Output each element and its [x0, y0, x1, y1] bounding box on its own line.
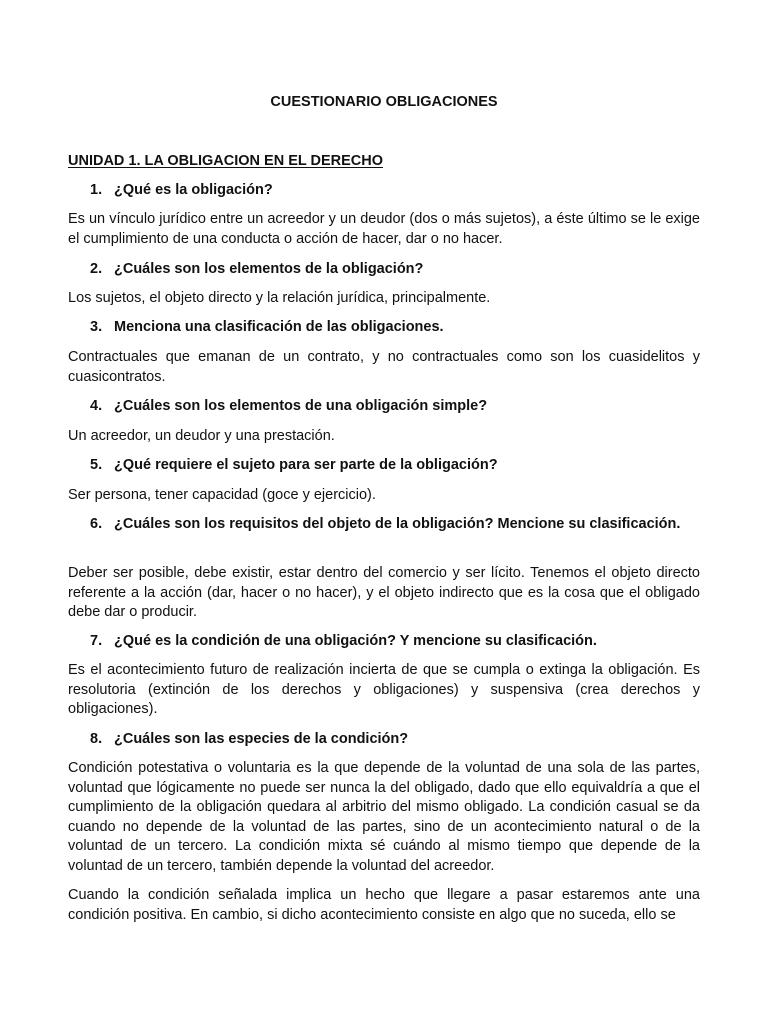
answer-5: Ser persona, tener capacidad (goce y ejercicio). [68, 487, 376, 503]
answer-6: Deber ser posible, debe existir, estar dentro del comercio y ser lícito. Tenemos el objeto directo referente a la acción (dar, hacer o no hacer), y el objeto indirecto que es la cosa que el obligado debe dar o producir. [68, 565, 700, 620]
answer-2: Los sujetos, el objeto directo y la relación jurídica, principalmente. [68, 290, 491, 306]
question-7 [90, 632, 700, 651]
question-text: ¿Cuáles son los elementos de la obligación? [114, 261, 424, 277]
question-text: ¿Cuáles son los requisitos del objeto de la obligación? Mencione su clasificación. [114, 516, 681, 532]
answer-1: Es un vínculo jurídico entre un acreedor y un deudor (dos o más sujetos), a éste último se le exige el cumplimiento de una conducta o acción de hacer, dar o no hacer. [68, 211, 700, 247]
question-number: 1. [90, 182, 103, 198]
document-title: CUESTIONARIO OBLIGACIONES [270, 94, 498, 110]
question-number: 8. [90, 731, 103, 747]
question-number: 4. [90, 398, 103, 414]
question-number: 3. [90, 319, 103, 335]
question-6 [90, 515, 700, 534]
answer-4: Un acreedor, un deudor y una prestación. [68, 428, 335, 444]
question-1 [90, 181, 700, 200]
question-8 [90, 730, 700, 749]
answer-8-continued: Cuando la condición señalada implica un hecho que llegare a pasar estaremos ante una condición positiva. En cambio, si dicho acontecimiento consiste en algo que no suceda, ello se [68, 887, 700, 923]
question-4 [90, 397, 700, 416]
answer-3: Contractuales que emanan de un contrato, y no contractuales como son los cuasidelitos y cuasicontratos. [68, 349, 700, 385]
question-text: ¿Qué es la condición de una obligación? Y mencione su clasificación. [114, 633, 597, 649]
question-text: ¿Cuáles son las especies de la condición? [114, 731, 409, 747]
question-text: ¿Cuáles son los elementos de una obligación simple? [114, 398, 488, 414]
question-text: ¿Qué es la obligación? [114, 182, 273, 198]
question-text: Menciona una clasificación de las obligaciones. [114, 319, 444, 335]
question-2 [90, 260, 700, 279]
answer-7: Es el acontecimiento futuro de realización incierta de que se cumpla o extinga la obligación. Es resolutoria (extinción de los derechos y obligaciones) y suspensiva (crea derechos y obligaciones). [68, 662, 700, 717]
question-5 [90, 456, 700, 475]
question-number: 2. [90, 261, 103, 277]
question-3 [90, 318, 700, 337]
question-number: 7. [90, 633, 103, 649]
question-number: 6. [90, 516, 103, 532]
question-number: 5. [90, 457, 103, 473]
answer-8: Condición potestativa o voluntaria es la que depende de la voluntad de una sola de las partes, voluntad que lógicamente no puede ser nunca la del obligado, dado que ello equivaldría a que el cumplimiento de la obligación quedara al arbitrio del mismo obligado. La condición casual se da cuando no depende de la voluntad de las partes, sino de un acontecimiento natural o de la voluntad de un tercero. La condición mixta sé cuándo al mismo tiempo que depende de la voluntad de un tercero, también depende la voluntad del acreedor. [68, 760, 700, 874]
question-text: ¿Qué requiere el sujeto para ser parte de la obligación? [114, 457, 498, 473]
unit-heading: UNIDAD 1. LA OBLIGACION EN EL DERECHO [68, 153, 383, 169]
